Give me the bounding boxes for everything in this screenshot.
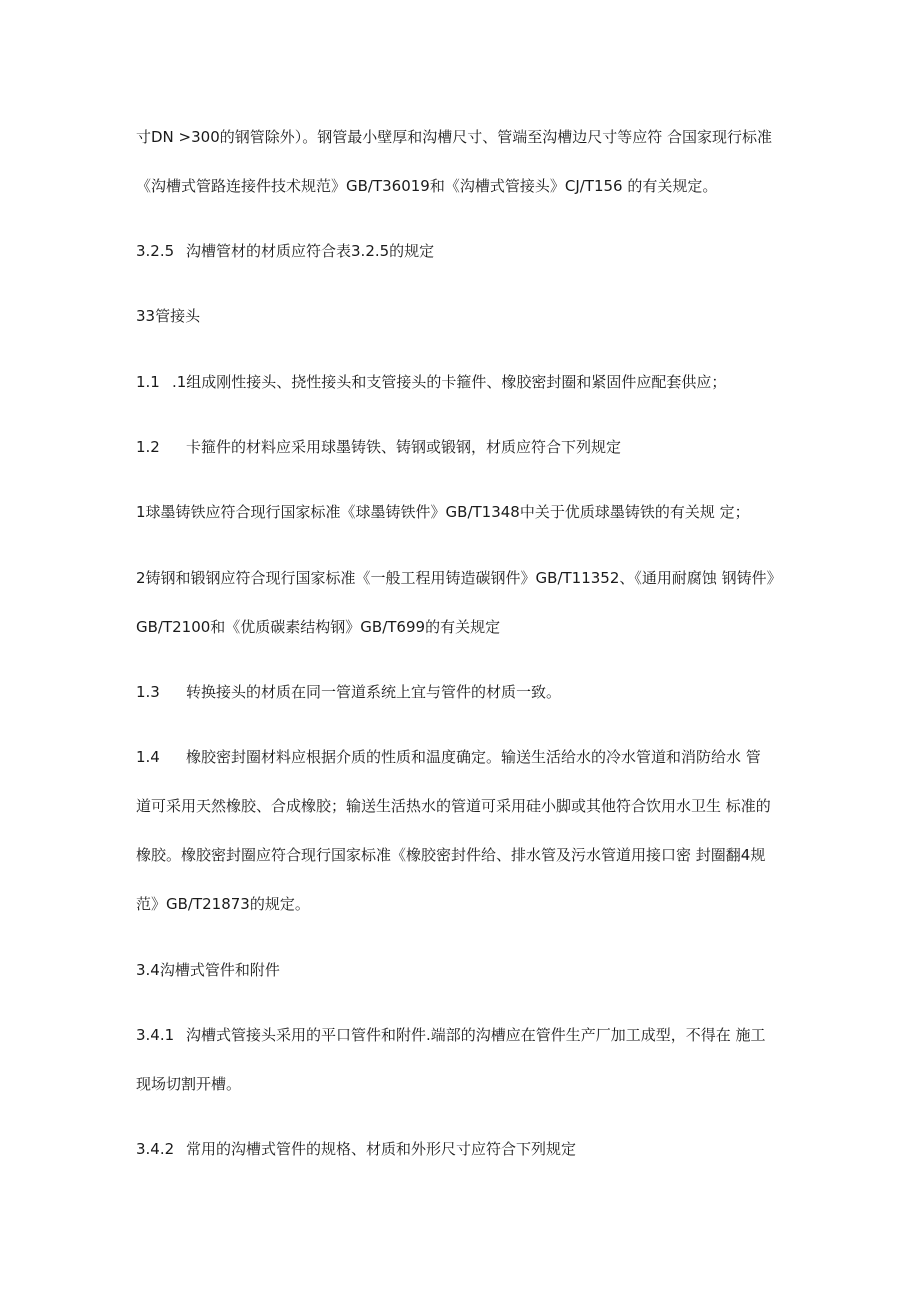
clause-line	[136, 682, 796, 702]
line-text: GB/T2100和《优质碳素结构钢》GB/T699的有关规定	[136, 618, 501, 636]
section-text: 3.4沟槽式管件和附件	[136, 961, 280, 979]
clause-number: 3.4.1	[136, 1026, 175, 1044]
clause-line	[136, 437, 796, 457]
clause-line	[136, 372, 796, 392]
section-text: 33管接头	[136, 307, 201, 325]
clause-text: 卡箍件的材料应采用球墨铸铁、铸钢或锻钢，材质应符合下列规定	[186, 438, 622, 456]
line-text: 现场切割开槽。	[136, 1075, 242, 1093]
line-text: 2铸钢和锻钢应符合现行国家标准《一般工程用铸造碳钢件》GB/T11352、《通用耐腐蚀 钢铸件》	[136, 569, 782, 587]
paragraph-line	[136, 502, 796, 522]
section-heading	[136, 960, 796, 980]
clause-text: 转换接头的材质在同一管道系统上宜与管件的材质一致。	[186, 683, 562, 701]
section-heading	[136, 306, 796, 326]
clause-line	[136, 1139, 796, 1159]
clause-number: 3.4.2	[136, 1140, 175, 1158]
paragraph-line	[136, 845, 796, 865]
line-text: 道可采用天然橡胶、合成橡胶；输送生活热水的管道可采用硅小脚或其他符合饮用水卫生 标准的	[136, 797, 771, 815]
clause-line	[136, 747, 796, 767]
clause-text: 常用的沟槽式管件的规格、材质和外形尺寸应符合下列规定	[186, 1140, 577, 1158]
paragraph-line	[136, 796, 796, 816]
line-text: 范》GB/T21873的规定。	[136, 895, 310, 913]
section-number: 3.2.5	[136, 242, 175, 260]
clause-text: .1组成刚性接头、挠性接头和支管接头的卡箍件、橡胶密封圈和紧固件应配套供应；	[172, 373, 727, 391]
paragraph-line	[136, 617, 796, 637]
section-heading	[136, 241, 796, 261]
clause-text: 橡胶密封圈材料应根据介质的性质和温度确定。输送生活给水的冷水管道和消防给水 管	[186, 748, 761, 766]
line-text: 橡胶。橡胶密封圈应符合现行国家标准《橡胶密封件给、排水管及污水管道用接口密 封圈翻4规	[136, 846, 766, 864]
line-text: 1球墨铸铁应符合现行国家标准《球墨铸铁件》GB/T1348中关于优质球墨铸铁的有关规 定；	[136, 503, 750, 521]
clause-line	[136, 1025, 796, 1045]
line-text: 《沟槽式管路连接件技术规范》GB/T36019和《沟槽式管接头》CJ/T156 的有关规定。	[136, 177, 718, 195]
clause-number: 1.1	[136, 373, 160, 391]
paragraph-line	[136, 127, 796, 147]
clause-number: 1.3	[136, 683, 160, 701]
clause-text: 沟槽式管接头采用的平口管件和附件.端部的沟槽应在管件生产厂加工成型，不得在 施工	[186, 1026, 766, 1044]
paragraph-line	[136, 1074, 796, 1094]
paragraph-line	[136, 894, 796, 914]
line-text: 寸DN >300的钢管除外）。钢管最小壁厚和沟槽尺寸、管端至沟槽边尺寸等应符 合国家现行标准	[136, 128, 773, 146]
paragraph-line	[136, 176, 796, 196]
paragraph-line	[136, 568, 796, 588]
clause-number: 1.4	[136, 748, 160, 766]
section-text: 沟槽管材的材质应符合表3.2.5的规定	[186, 242, 435, 260]
clause-number: 1.2	[136, 438, 160, 456]
